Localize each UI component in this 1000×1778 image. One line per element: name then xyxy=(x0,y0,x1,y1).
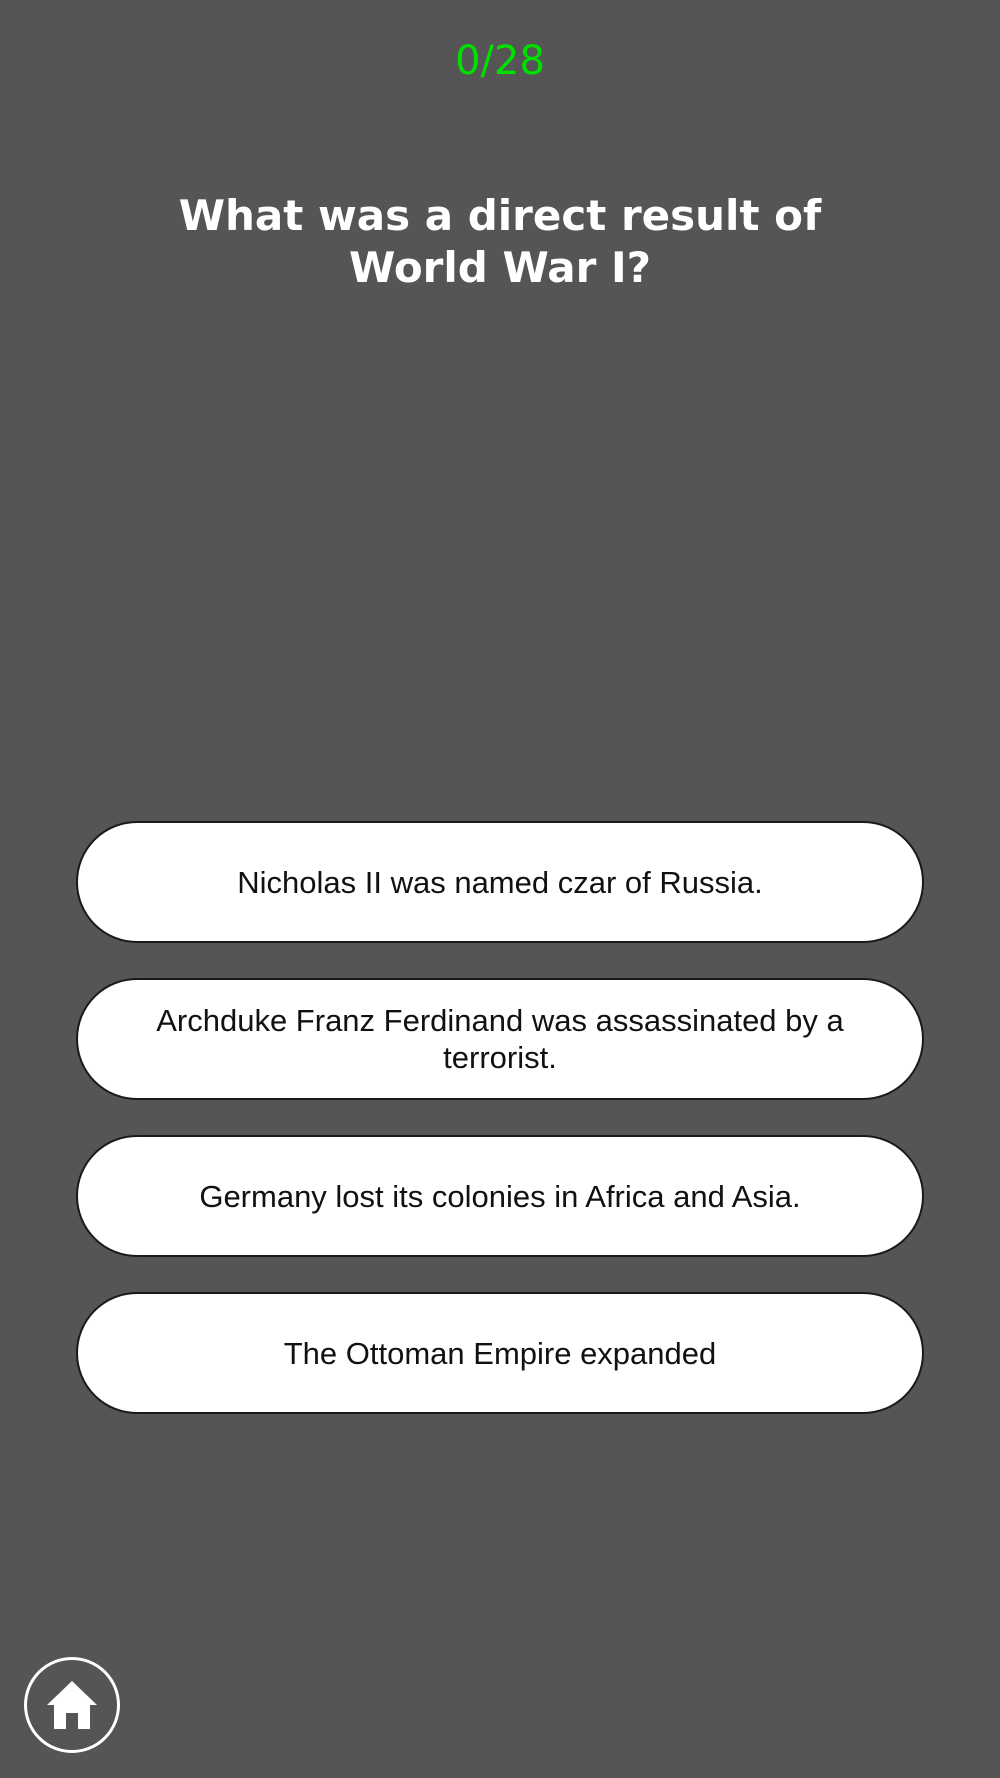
score-counter: 0/28 xyxy=(455,38,545,84)
answer-button-1[interactable]: Nicholas II was named czar of Russia. xyxy=(76,821,924,943)
home-icon xyxy=(44,1677,100,1733)
answer-button-4[interactable]: The Ottoman Empire expanded xyxy=(76,1292,924,1414)
home-button[interactable] xyxy=(24,1657,120,1753)
answer-button-2[interactable]: Archduke Franz Ferdinand was assassinated by a terrorist. xyxy=(76,978,924,1100)
question-text: What was a direct result of World War I? xyxy=(178,191,822,292)
answer-list xyxy=(76,821,924,1449)
answer-button-3[interactable]: Germany lost its colonies in Africa and Asia. xyxy=(76,1135,924,1257)
